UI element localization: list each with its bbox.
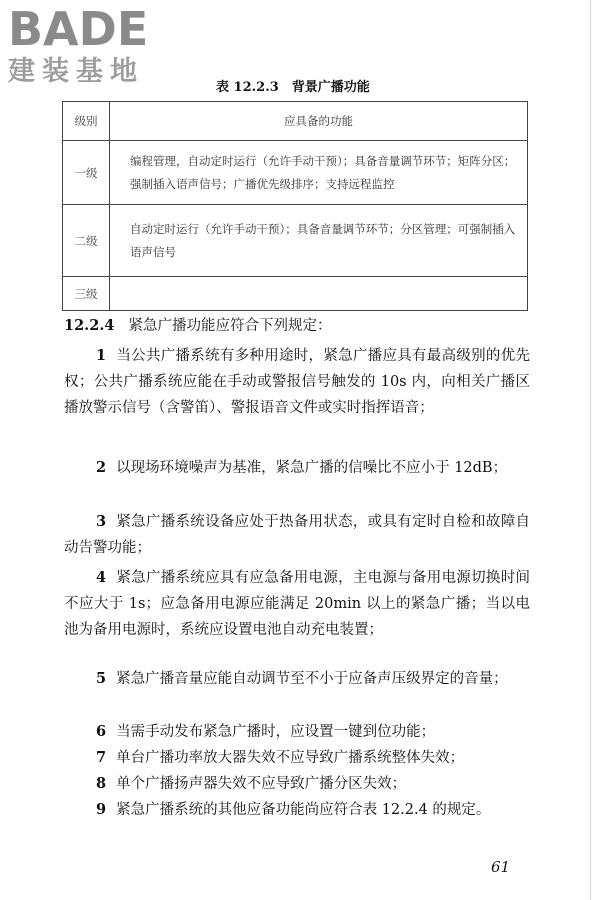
clause-item	[64, 666, 530, 692]
clause-item	[64, 745, 530, 771]
item-number: 9	[96, 801, 107, 818]
watermark-latin-text: BADE	[8, 2, 149, 56]
row-function-text: 自动定时运行（允许手动干预）；具备音量调节环节；分区管理；可强制插入语声信号	[130, 221, 516, 259]
item-number: 5	[96, 670, 107, 687]
clause-item	[64, 565, 530, 643]
table-title: 表 12.2.3 背景广播功能	[216, 80, 370, 95]
item-number: 7	[96, 749, 107, 766]
item-text: 紧急广播系统设备应处于热备用状态，或具有定时自检和故障自动告警功能；	[64, 514, 530, 556]
clause-item	[64, 343, 530, 421]
item-number: 6	[96, 723, 107, 740]
table-row	[63, 141, 528, 205]
item-number: 8	[96, 775, 107, 792]
item-text: 紧急广播系统应具有应急备用电源，主电源与备用电源切换时间不应大于 1s；应急备用电源应能满足 20min 以上的紧急广播；当以电池为备用电源时，系统应设置电池自动充电装置；	[64, 570, 530, 638]
row-level: 三级	[63, 277, 110, 311]
item-text: 当公共广播系统有多种用途时，紧急广播应具有最高级别的优先权；公共广播系统应能在手动或警报信号触发的 10s 内，向相关广播区播放警示信号（含警笛）、警报语音文件或实时指挥语音；	[64, 348, 530, 416]
row-function-cell	[110, 205, 528, 277]
clause-heading	[64, 313, 534, 339]
function-table	[62, 101, 528, 311]
item-text: 以现场环境噪声为基准，紧急广播的信噪比不应小于 12dB；	[116, 460, 508, 476]
bade-watermark-logo	[8, 4, 178, 88]
item-text: 单台广播功率放大器失效不应导致广播系统整体失效；	[116, 750, 465, 766]
clause-item	[64, 509, 530, 561]
item-text: 当需手动发布紧急广播时，应设置一键到位功能；	[116, 724, 436, 740]
table-header-row	[63, 102, 528, 141]
clause-title: 紧急广播功能应符合下列规定：	[128, 318, 332, 334]
watermark-chinese-text: 建装基地	[8, 56, 144, 87]
clause-number: 12.2.4	[64, 317, 115, 334]
table-row	[63, 205, 528, 277]
clause-item	[64, 771, 530, 797]
item-number: 2	[96, 459, 107, 476]
row-function-cell	[110, 141, 528, 205]
clause-item	[64, 797, 530, 823]
item-number: 4	[96, 569, 107, 586]
item-number: 3	[96, 513, 107, 530]
item-text: 紧急广播音量应能自动调节至不小于应备声压级界定的音量；	[116, 671, 508, 687]
table-row	[63, 277, 528, 311]
page-edge-line	[590, 0, 591, 900]
row-level: 二级	[63, 205, 110, 277]
header-level: 级别	[63, 102, 110, 141]
item-text: 紧急广播系统的其他应备功能尚应符合表 12.2.4 的规定。	[116, 802, 491, 818]
item-number: 1	[96, 347, 107, 364]
item-text: 单个广播扬声器失效不应导致广播分区失效；	[116, 776, 407, 792]
row-function-cell	[110, 277, 528, 311]
row-function-text: 编程管理，自动定时运行（允许手动干预）；具备音量调节环节；矩阵分区；强制插入语声信号；广播优先级排序；支持远程监控	[130, 153, 516, 191]
header-function: 应具备的功能	[110, 102, 528, 141]
row-level: 一级	[63, 141, 110, 205]
clause-item	[64, 455, 530, 481]
page-number: 61	[491, 858, 511, 876]
clause-item	[64, 719, 530, 745]
